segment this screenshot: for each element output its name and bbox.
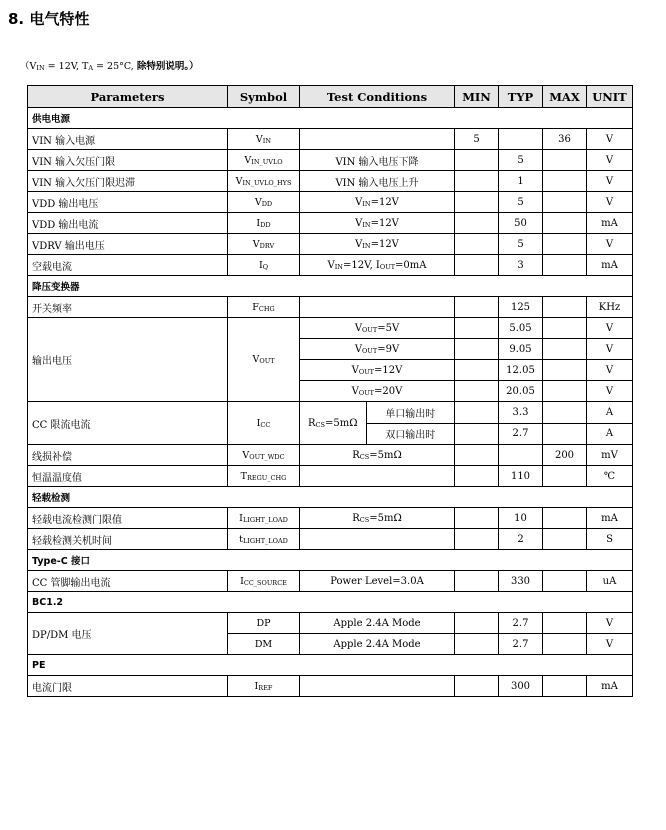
header-min: MIN bbox=[455, 86, 499, 108]
header-typ: TYP bbox=[499, 86, 543, 108]
table-row: DM Apple 2.4A Mode 2.7 V bbox=[28, 634, 633, 655]
table-row: VDD 输出电流 $I_{DD}$ $V_{IN}=12V$ 50 mA bbox=[28, 213, 633, 234]
section-row-bc12: BC1.2 bbox=[28, 592, 633, 613]
table-row: CC 管脚输出电流 $I_{CC\_SOURCE}$ Power Level=3.0A 330 uA bbox=[28, 571, 633, 592]
table-row: 2.7 A bbox=[28, 423, 633, 445]
table-row: 输出电压 $V_{OUT}$ $V_{OUT}=5V$ 5.05 V bbox=[28, 318, 633, 339]
table-row: $V_{OUT}=9V$ 9.05 V bbox=[28, 339, 633, 360]
table-row: 线损补偿 $V_{OUT\_WDC}$ $R_{CS}=5m\Omega$ 200 mV bbox=[28, 445, 633, 466]
table-row: 电流门限 $I_{REF}$ 300 mA bbox=[28, 676, 633, 697]
table-row: 开关频率 $F_{CHG}$ 125 KHz bbox=[28, 297, 633, 318]
section-row-buck: 降压变换器 bbox=[28, 276, 633, 297]
section-row-pe: PE bbox=[28, 655, 633, 676]
table-row: VIN 输入欠压门限迟滞 $V_{IN\_UVLO\_HYS}$ VIN 输入电压上升 1 V bbox=[28, 171, 633, 192]
table-header-row bbox=[28, 86, 633, 108]
section-heading: 8. 电气特性 bbox=[8, 10, 90, 28]
table-row: $V_{OUT}=12V$ 12.05 V bbox=[28, 360, 633, 381]
header-test-conditions: Test Conditions bbox=[300, 86, 455, 108]
table-row: VDD 输出电压 $V_{DD}$ $V_{IN}=12V$ 5 V bbox=[28, 192, 633, 213]
table-row: 轻载电流检测门限值 $I_{LIGHT\_LOAD}$ $R_{CS}=5m\Omega$ 10 mA bbox=[28, 508, 633, 529]
header-symbol: Symbol bbox=[228, 86, 300, 108]
section-row-light-load: 轻载检测 bbox=[28, 487, 633, 508]
table-row: DP/DM 电压 DP Apple 2.4A Mode 2.7 V bbox=[28, 613, 633, 634]
test-conditions-note: （$V_{IN} = 12V$, $T_A = 25^\circ C$, 除特别说明。） bbox=[20, 61, 199, 72]
table-row: 恒温温度值 $T_{REGU\_CHG}$ 110 ℃ bbox=[28, 466, 633, 487]
table-row: VIN 输入电源 $V_{IN}$ 5 36 V bbox=[28, 129, 633, 150]
table-row: CC 限流电流 $I_{CC}$ $R_{CS}=5m\Omega$ 单口输出时 双口输出时 3.3 A bbox=[28, 402, 633, 424]
section-row-power: 供电电源 bbox=[28, 108, 633, 129]
table-row: VIN 输入欠压门限 $V_{IN\_UVLO}$ VIN 输入电压下降 5 V bbox=[28, 150, 633, 171]
header-unit: UNIT bbox=[587, 86, 633, 108]
table-row: 轻载检测关机时间 $t_{LIGHT\_LOAD}$ 2 S bbox=[28, 529, 633, 550]
table-row: $V_{OUT}=20V$ 20.05 V bbox=[28, 381, 633, 402]
electrical-characteristics-table bbox=[27, 85, 633, 697]
header-max: MAX bbox=[543, 86, 587, 108]
table-row: VDRV 输出电压 $V_{DRV}$ $V_{IN}=12V$ 5 V bbox=[28, 234, 633, 255]
table-row: 空载电流 $I_Q$ $V_{IN}=12V$, $I_{OUT}=0mA$ 3 mA bbox=[28, 255, 633, 276]
header-parameters: Parameters bbox=[28, 86, 228, 108]
section-row-typec: Type-C 接口 bbox=[28, 550, 633, 571]
